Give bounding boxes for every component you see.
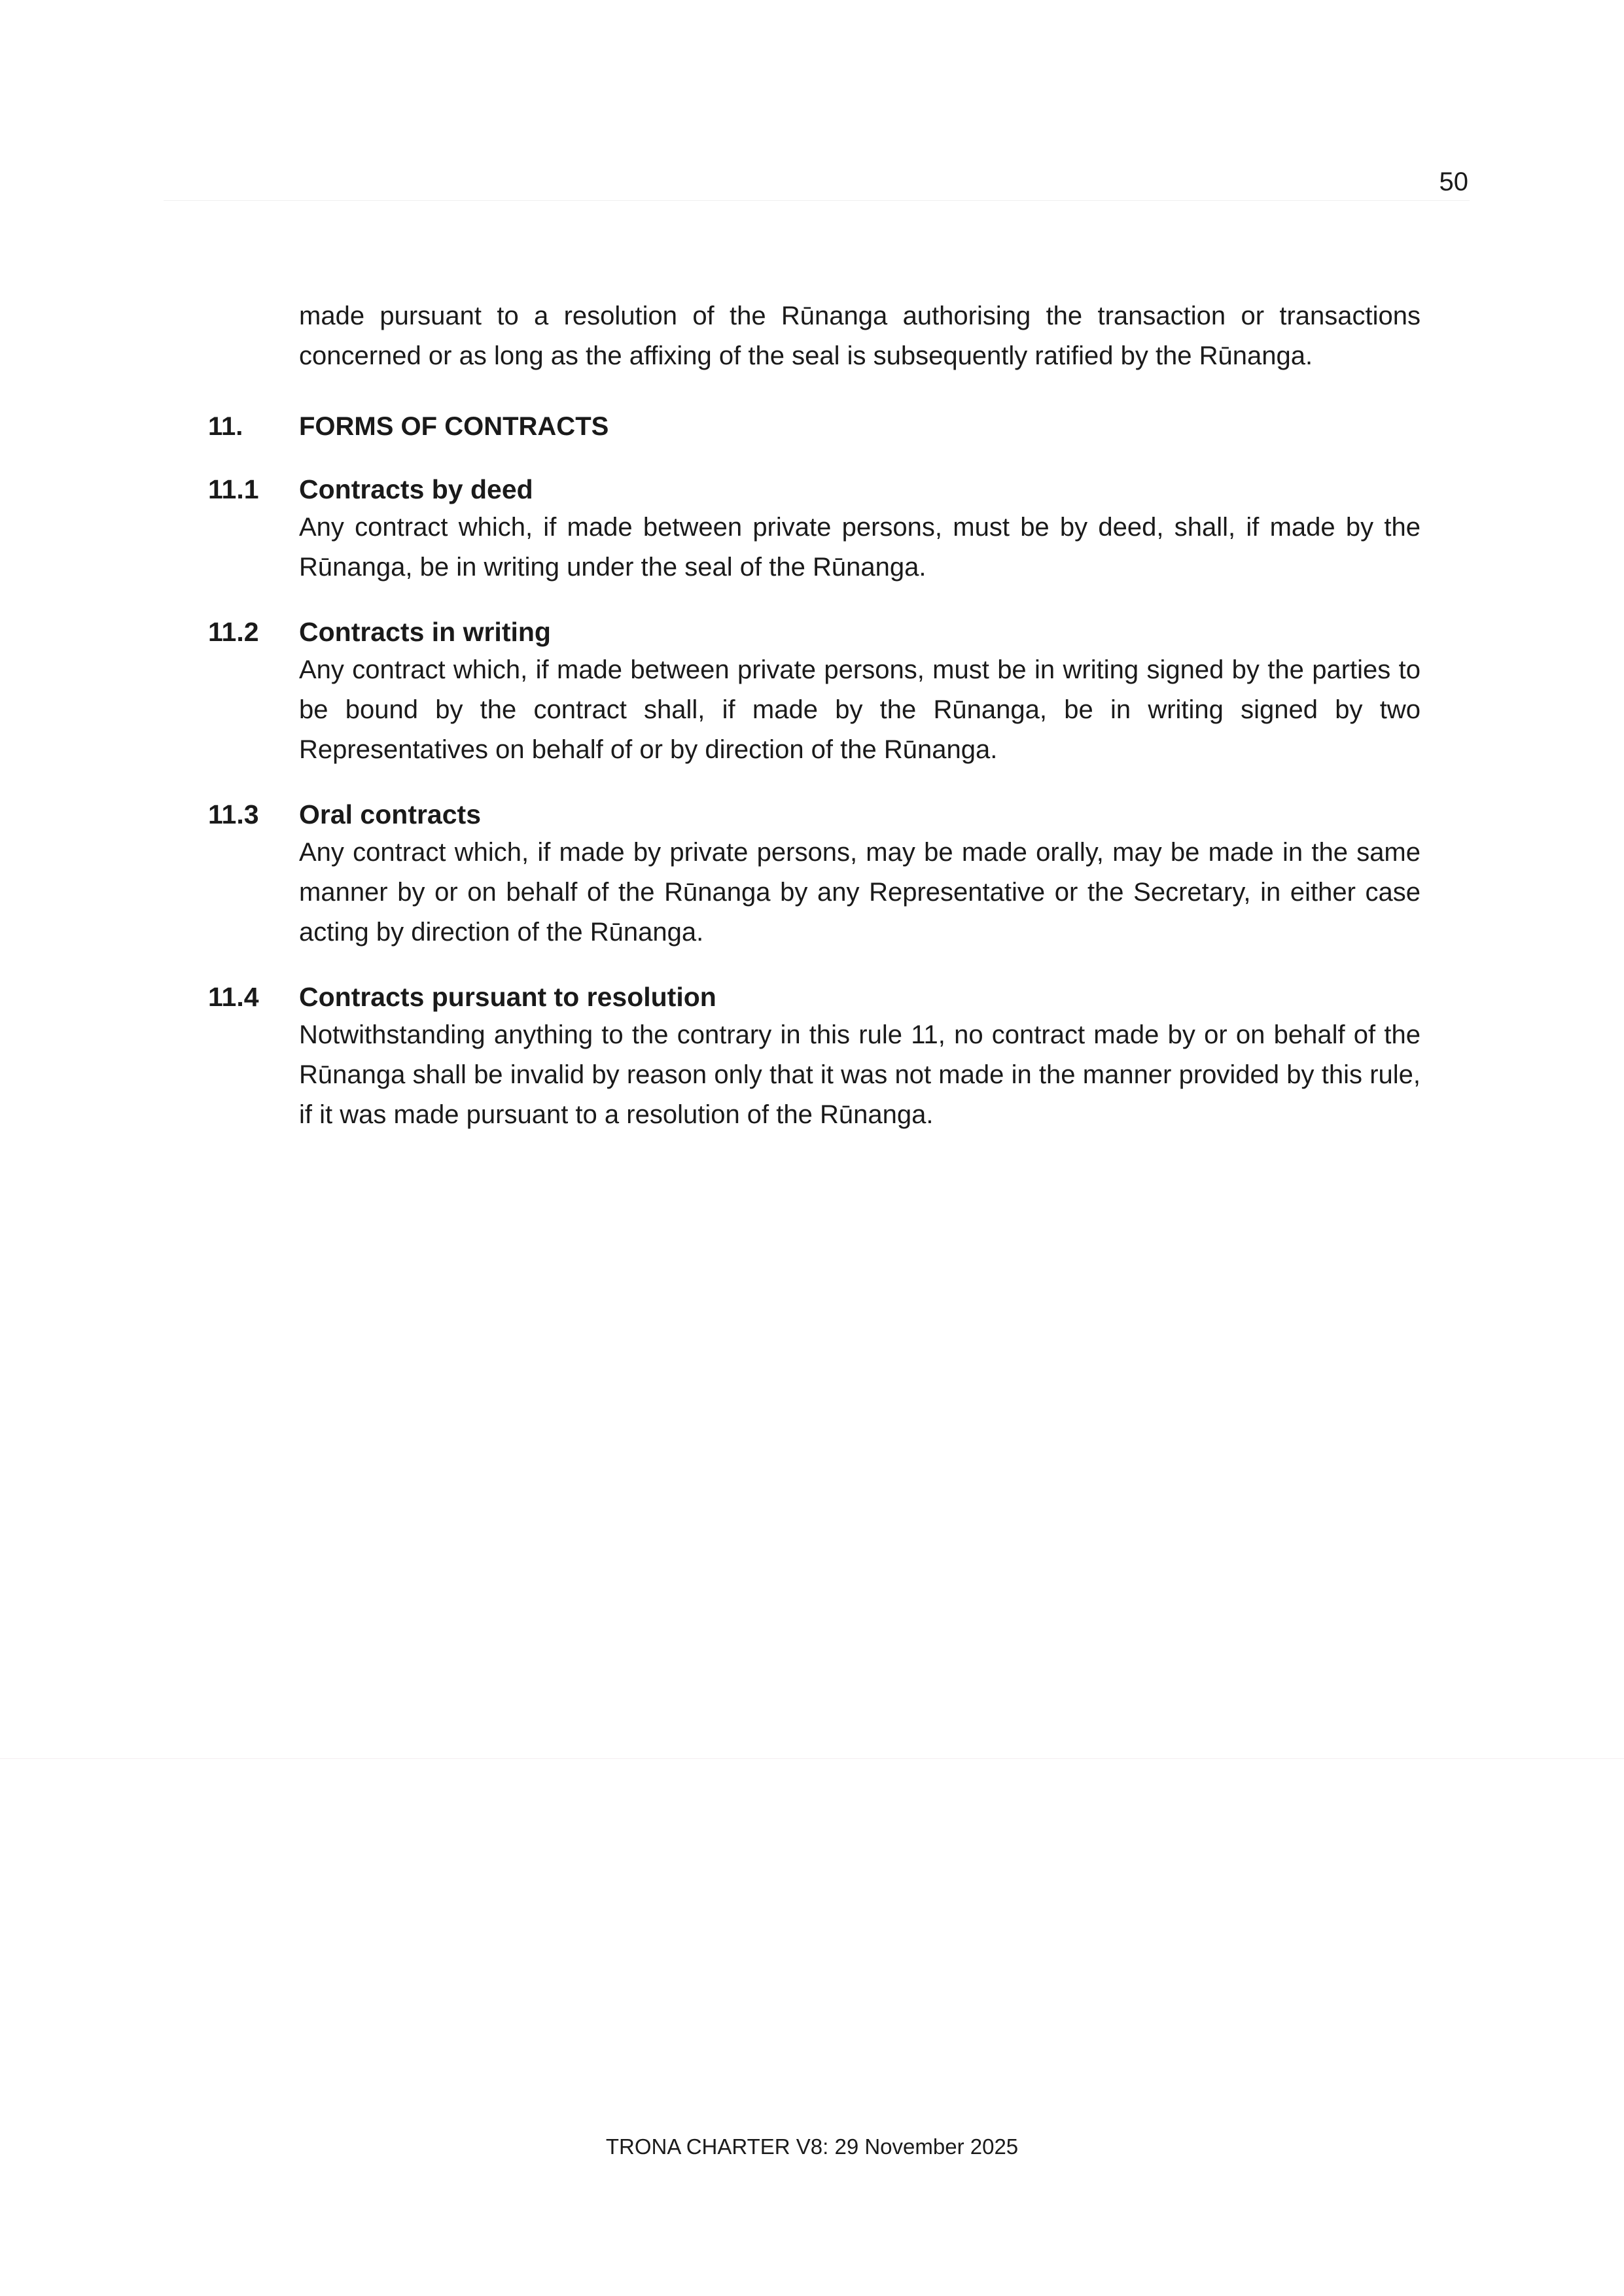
document-footer: TRONA CHARTER V8: 29 November 2025 bbox=[605, 2134, 1019, 2159]
subsection-number: 11.3 bbox=[208, 799, 259, 829]
header-divider bbox=[164, 200, 1470, 201]
subsection-title: Contracts by deed bbox=[299, 474, 533, 504]
subsection-title: Oral contracts bbox=[299, 799, 481, 829]
subsection-body: Any contract which, if made between private persons, must be by deed, shall, if made by the Rūnanga, be in writing under the seal of the Rūnanga. bbox=[299, 513, 1421, 582]
subsection-body: Any contract which, if made by private persons, may be made orally, may be made in the same manner by or on behalf of the Rūnanga by any Representative or the Secretary, in either case acting by direction of the Rūnanga. bbox=[299, 838, 1421, 947]
subsection-title: Contracts in writing bbox=[299, 617, 551, 647]
subsection-body: Any contract which, if made between private persons, must be in writing signed by the parties to be bound by the contract shall, if made by the Rūnanga, be in writing signed by two Representatives on behalf of or by direction of the Rūnanga. bbox=[299, 655, 1421, 764]
section-title: FORMS OF CONTRACTS bbox=[299, 412, 609, 441]
page-number: 50 bbox=[1439, 167, 1468, 196]
section-number: 11. bbox=[208, 412, 243, 441]
subsection-number: 11.4 bbox=[208, 982, 259, 1012]
intro-paragraph: made pursuant to a resolution of the Rūnanga authorising the transaction or transactions concerned or as long as the affixing of the seal is subsequently ratified by the Rūnanga. bbox=[299, 302, 1421, 370]
scan-divider bbox=[0, 1758, 1624, 1759]
subsection-number: 11.1 bbox=[208, 474, 259, 504]
subsection-body: Notwithstanding anything to the contrary in this rule 11, no contract made by or on behalf of the Rūnanga shall be invalid by reason only that it was not made in the manner provided by this rule, if it was made pursuant to a resolution of the Rūnanga. bbox=[299, 1020, 1421, 1129]
subsection-title: Contracts pursuant to resolution bbox=[299, 982, 716, 1012]
subsection-number: 11.2 bbox=[208, 617, 259, 647]
